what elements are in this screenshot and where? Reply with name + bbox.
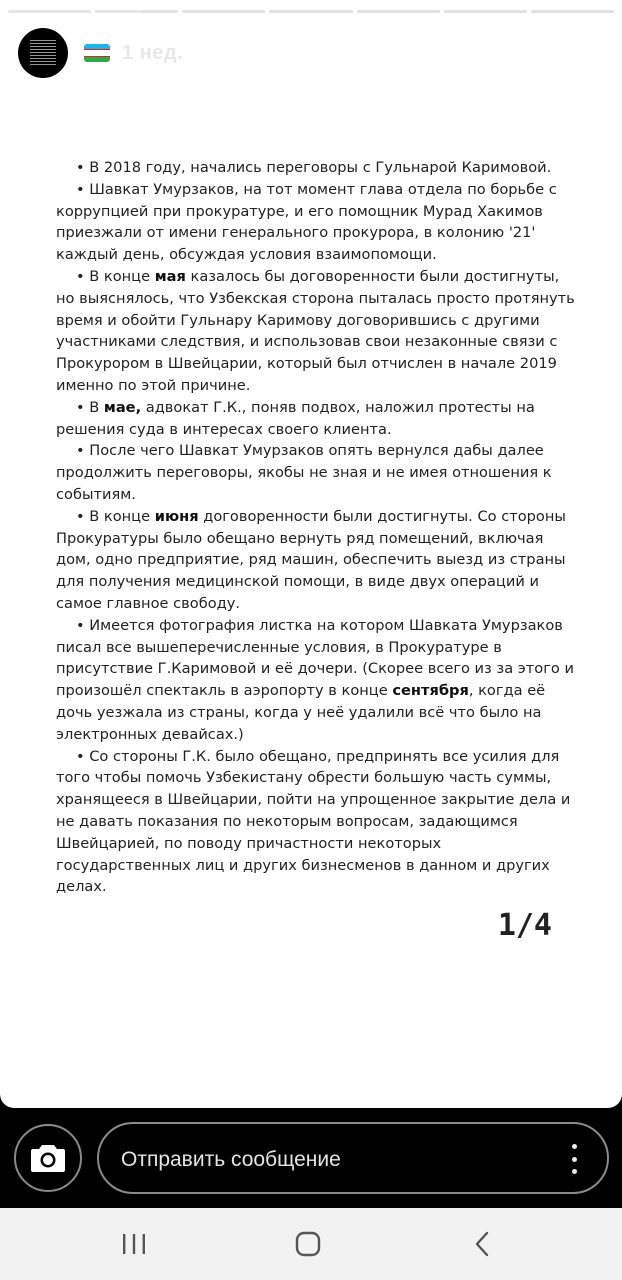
progress-segment (8, 10, 91, 13)
reply-bar (0, 1108, 622, 1208)
progress-segment (269, 10, 352, 13)
back-icon (472, 1230, 492, 1258)
home-icon (294, 1230, 322, 1258)
paragraph: • В конце июня договоренности были достигнуты. Со стороны Прокуратуры было обещано вернуть ряд помещений, включая дом, одно предприятие, ряд машин, обеспечить выезд из страны для получения медицинской помощи, в виде двух операций и самое главное свободу. (56, 507, 566, 612)
uzbekistan-flag-icon (84, 44, 110, 62)
paragraph: • В конце мая казалось бы договоренности были достигнуты, но выяснялось, что Узбекская сторона пыталась просто протянуть время и обойти Гульнару Каримову договорившись с другими участниками следствия, и использовав свои незаконные связи с Прокурором в Швейцарии, который был отчислен в начале 2019 именно по этой причине. (56, 267, 575, 394)
progress-segment (357, 10, 440, 13)
more-dots-icon (572, 1144, 577, 1149)
paragraph: • Имеется фотография листка на котором Шавката Умурзаков писал все вышеперечисленные условия, в Прокуратуре в присутствие Г.Каримовой и её дочери. (Скорее всего из за этого и произошёл спектакль в аэропорту в конце сентября, когда её дочь уезжала из страны, когда у неё удалили всё что было на электронных девайсах.) (56, 616, 574, 743)
avatar-image (30, 40, 56, 66)
paragraph: • В 2018 году, начались переговоры с Гульнарой Каримовой. (76, 159, 552, 176)
progress-segment (531, 10, 614, 13)
message-placeholder: Отправить сообщение (121, 1148, 341, 1171)
progress-segment (95, 10, 178, 13)
progress-segment (444, 10, 527, 13)
paragraph: • В мае, адвокат Г.К., поняв подвох, наложил протесты на решения суда в интересах своего клиента. (56, 398, 535, 438)
home-button[interactable] (290, 1226, 326, 1262)
paragraph: • После чего Шавкат Умурзаков опять вернулся дабы далее продолжить переговоры, якобы не зная и не имея отношения к событиям. (56, 442, 552, 503)
more-options-button[interactable] (565, 1144, 583, 1174)
recent-apps-button[interactable] (116, 1226, 152, 1262)
story-header (18, 28, 183, 78)
system-navigation-bar (0, 1208, 622, 1280)
recent-apps-icon (121, 1232, 147, 1256)
message-input[interactable] (97, 1122, 609, 1194)
story-text (56, 157, 576, 898)
paragraph: • Со стороны Г.К. было обещано, предпринять все усилия для того чтобы помочь Узбекистану обрести большую часть суммы, хранящееся в Швейцарии, пойти на упрощенное закрытие дела и не давать показания по некоторым вопросам, задающимся Швейцарией, по поводу причастности некоторых государственных лиц и других бизнесменов в данном и других делах. (56, 747, 571, 896)
paragraph: • Шавкат Умурзаков, на тот момент глава отдела по борьбе с коррупцией при прокуратуре, и его помощник Мурад Хакимов приезжали от имени генерального прокурора, в колонию '21' каждый день, обсуждая условия взаимопомощи. (56, 180, 557, 264)
progress-segment (182, 10, 265, 13)
avatar[interactable] (18, 28, 68, 78)
story-time: 1 нед. (122, 41, 184, 64)
camera-icon (30, 1143, 66, 1173)
page-indicator: 1/4 (497, 908, 552, 943)
story-progress-bar (8, 10, 614, 13)
back-button[interactable] (464, 1226, 500, 1262)
camera-button[interactable] (14, 1124, 82, 1192)
